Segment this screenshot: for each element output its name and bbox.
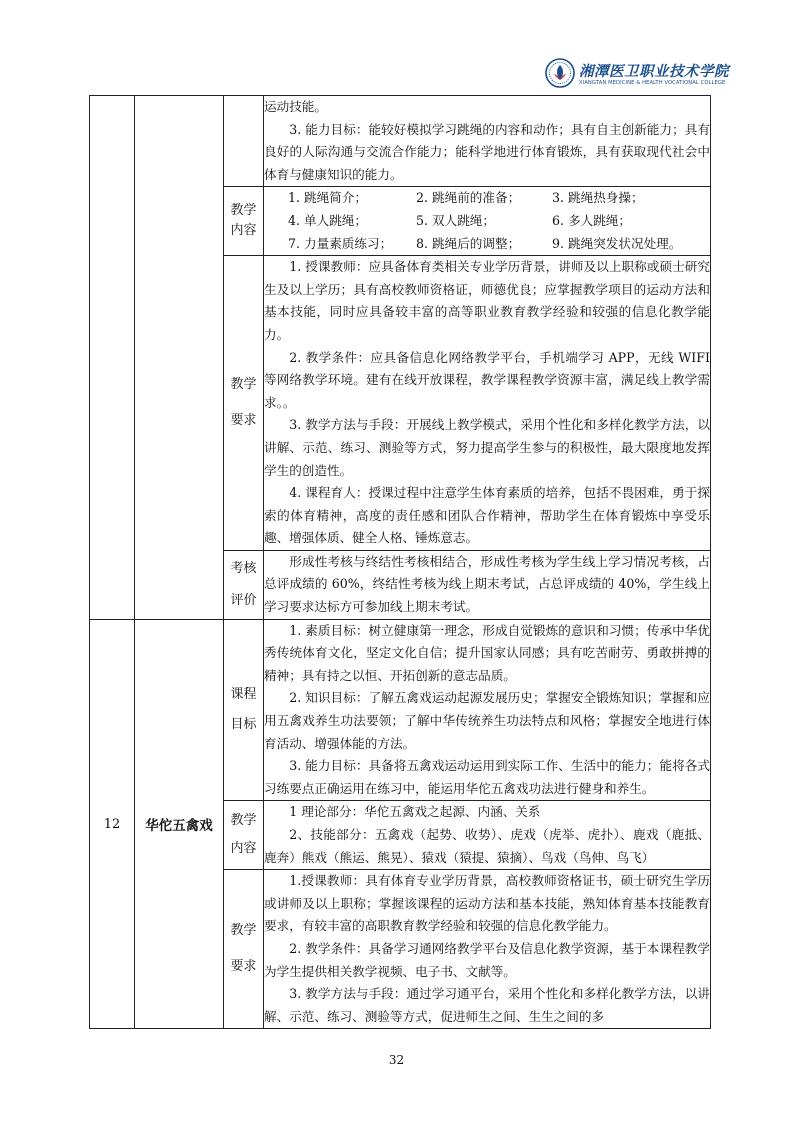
table-row	[90, 96, 711, 187]
requirements-paragraph: 2. 教学条件：应具备信息化网络教学平台，手机端学习 APP，无线 WIFI 等网络教学环境。建有在线开放课程，教学课程教学资源丰富，满足线上教学需求。。	[264, 349, 710, 410]
evaluation-label	[224, 550, 264, 619]
course-number: 12	[90, 619, 135, 1029]
list-item: 1. 跳绳简介；	[288, 190, 367, 206]
list-item: 3. 跳绳热身操；	[552, 190, 644, 206]
label-line: 目标	[230, 717, 257, 733]
page-number: 32	[388, 1053, 405, 1067]
table-row	[90, 619, 711, 801]
label-line: 考核	[230, 560, 257, 576]
requirements-paragraph: 3. 教学方法与手段：通过学习通平台，采用个性化和多样化教学方法，以讲解、示范、练习、测验等方式，促进师生之间、生生之间的多	[264, 986, 710, 1024]
requirements-paragraph: 1.授课教师：具有体育专业学历背景，高校教师资格证书，硕士研究生学历或讲师及以上职称；掌握该课程的运动方法和基本技能，熟知体育基本技能教育要求，有较丰富的高职教育教学经验和较强的信息化教学能力。	[264, 873, 710, 934]
requirements-paragraph: 2. 教学条件：具备学习通网络教学平台及信息化教学资源，基于本课程教学为学生提供相关教学视频、电子书、文献等。	[264, 940, 710, 979]
label-line: 教学	[230, 813, 257, 829]
requirements-paragraph: 3. 教学方法与手段：开展线上教学模式，采用个性化和多样化教学方法，以讲解、示范、练习、测验等方式，努力提高学生参与的积极性，最大限度地发挥学生的创造性。	[264, 417, 710, 478]
logo-chinese-name: 湘潭医卫职业技术学院	[579, 64, 729, 80]
content-cell	[264, 801, 711, 870]
content-list	[264, 187, 710, 255]
content-cell	[264, 187, 711, 256]
requirements-paragraph: 4. 课程育人：授课过程中注意学生体育素质的培养，包括不畏困难，勇于探索的体育精神，高度的责任感和团队合作精神，帮助学生在体育锻炼中享受乐趣、增强体质、健全人格、锤炼意志。	[264, 485, 710, 546]
content-paragraph: 1 理论部分：华佗五禽戏之起源、内涵、关系	[289, 804, 541, 820]
curriculum-table	[89, 95, 711, 1029]
label-line: 要求	[230, 959, 257, 975]
requirements-label	[224, 256, 264, 551]
list-item: 7. 力量素质练习；	[288, 235, 393, 251]
list-item: 2. 跳绳前的准备；	[416, 190, 521, 206]
objectives-paragraph: 1. 素质目标：树立健康第一理念，形成自觉锻炼的意识和习惯；传承中华优秀传统体育文化，坚定文化自信；提升国家认同感；具有吃苦耐劳、勇敢拼搏的精神；具有持之以恒、开拓创新的意志品质。	[264, 622, 710, 683]
requirements-cell	[264, 870, 711, 1029]
label-line: 内容	[230, 841, 257, 857]
list-item: 5. 双人跳绳；	[416, 212, 495, 228]
evaluation-paragraph: 形成性考核与终结性考核相结合，形成性考核为学生线上学习情况考核，占总评成绩的 60%，终结性考核为线上期末考试，占总评成绩的 40%，学生线上学习要求达标方可参加线上期末考试。	[264, 553, 710, 615]
objectives-paragraph: 3. 能力目标：能较好模拟学习跳绳的内容和动作；具有自主创新能力；具有良好的人际沟通与交流合作能力；能科学地进行体育锻炼，具有获取现代社会中体育与健康知识的能力。	[264, 121, 710, 182]
logo-english-name: XIANGTAN MEDICINE & HEALTH VOCATIONAL COLLEGE	[579, 80, 726, 86]
course-name-cell	[135, 96, 224, 620]
label-line: 课程	[230, 687, 257, 703]
requirements-cell	[264, 256, 711, 551]
objectives-cell	[264, 96, 711, 187]
objectives-paragraph: 2. 知识目标：了解五禽戏运动起源发展历史；掌握安全锻炼知识；掌握和应用五禽戏养生功法要领；了解中华传统养生功法特点和风格；掌握安全地进行体育活动、增强体能的方法。	[264, 690, 710, 751]
college-logo	[545, 58, 729, 92]
objectives-label	[224, 619, 264, 801]
course-number-cell	[90, 96, 135, 620]
evaluation-cell	[264, 550, 711, 619]
content-label-text: 教学内容	[230, 203, 257, 239]
content-paragraph: 2、技能部分：五禽戏（起势、收势）、虎戏（虎举、虎扑）、鹿戏（鹿抵、鹿奔）熊戏（熊运、熊晃）、猿戏（猿提、猿摘）、鸟戏（鸟伸、鸟飞）	[264, 827, 710, 865]
list-item: 6. 多人跳绳；	[552, 212, 631, 228]
list-item: 9. 跳绳突发状况处理。	[552, 235, 682, 251]
requirements-paragraph: 1. 授课教师：应具备体育类相关专业学历背景，讲师及以上职称或硕士研究生及以上学历；具有高校教师资格证，师德优良；应掌握教学项目的运动方法和基本技能，同时应具备较丰富的高等职业教育教学经验和较强的信息化教学能力。	[264, 259, 710, 342]
course-name: 华佗五禽戏	[135, 619, 224, 1029]
content-label	[224, 187, 264, 256]
objectives-cell	[264, 619, 711, 801]
label-line: 要求	[230, 413, 257, 429]
objectives-paragraph: 运动技能。	[264, 99, 327, 114]
label-line: 教学	[230, 923, 257, 939]
list-item: 8. 跳绳后的调整；	[416, 235, 521, 251]
label-line: 评价	[230, 592, 257, 608]
list-item: 4. 单人跳绳；	[288, 212, 367, 228]
objectives-paragraph: 3. 能力目标：具备将五禽戏运动运用到实际工作、生活中的能力；能将各式习练要点正确运用在练习中，能运用华佗五禽戏功法进行健身和养生。	[264, 758, 710, 796]
objectives-label-cell	[224, 96, 264, 187]
content-label	[224, 801, 264, 870]
college-emblem-icon	[545, 58, 575, 88]
requirements-label	[224, 870, 264, 1029]
label-line: 教学	[230, 377, 257, 393]
